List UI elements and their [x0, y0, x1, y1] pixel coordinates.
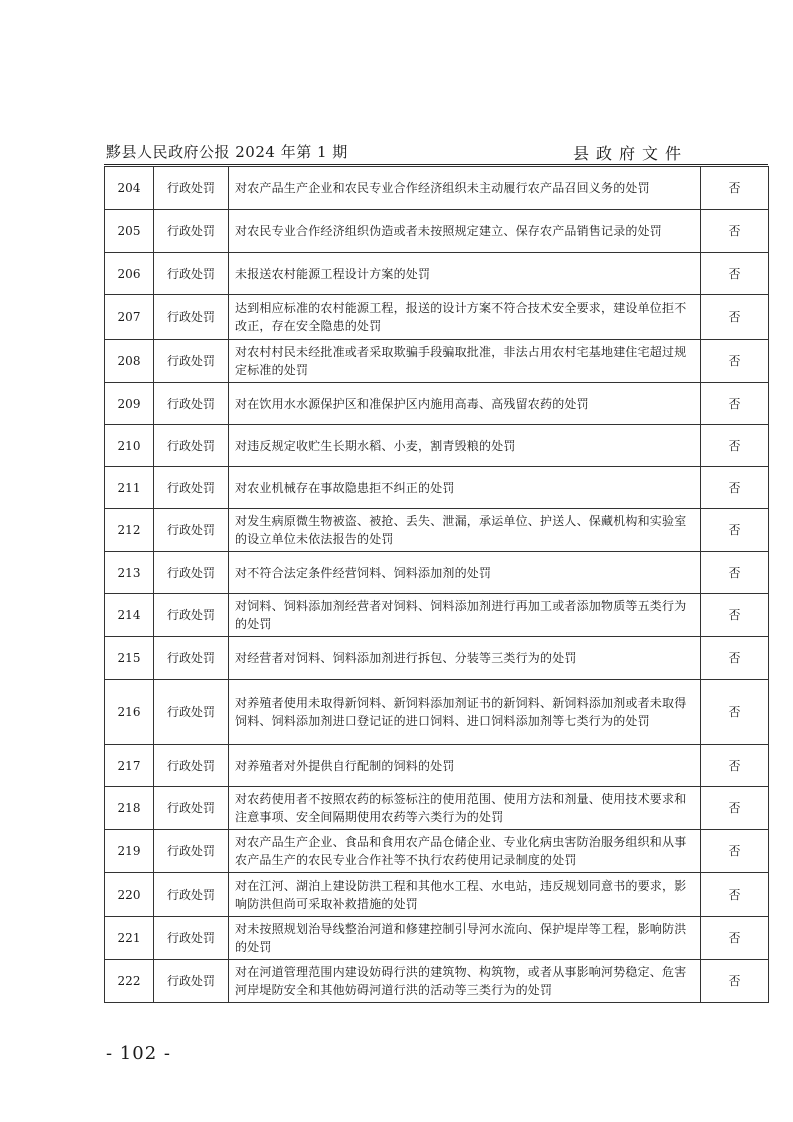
row-description: 达到相应标准的农村能源工程，报送的设计方案不符合技术安全要求，建设单位拒不改正，存在安全隐患的处罚	[229, 295, 701, 340]
row-flag: 否	[701, 340, 769, 383]
table-row	[105, 637, 769, 680]
row-description: 对农产品生产企业和农民专业合作经济组织未主动履行农产品召回义务的处罚	[229, 167, 701, 210]
row-flag: 否	[701, 787, 769, 830]
row-description: 对未按照规划治导线整治河道和修建控制引导河水流向、保护堤岸等工程，影响防洪的处罚	[229, 917, 701, 960]
row-number: 210	[105, 425, 154, 467]
table-row	[105, 467, 769, 509]
row-type: 行政处罚	[154, 787, 229, 830]
section-title: 县政府文件	[572, 144, 688, 163]
row-flag: 否	[701, 253, 769, 295]
row-type: 行政处罚	[154, 467, 229, 509]
row-type: 行政处罚	[154, 830, 229, 873]
row-flag: 否	[701, 960, 769, 1003]
row-number: 209	[105, 383, 154, 425]
row-description: 对农村村民未经批准或者采取欺骗手段骗取批准，非法占用农村宅基地建住宅超过规定标准的处罚	[229, 340, 701, 383]
bulletin-title: 黟县人民政府公报 2024 年第 1 期	[106, 143, 348, 161]
table-row	[105, 917, 769, 960]
row-description: 对饲料、饲料添加剂经营者对饲料、饲料添加剂进行再加工或者添加物质等五类行为的处罚	[229, 594, 701, 637]
row-flag: 否	[701, 594, 769, 637]
table-row	[105, 210, 769, 253]
header-divider	[104, 164, 768, 165]
row-description: 对发生病原微生物被盗、被抢、丢失、泄漏，承运单位、护送人、保藏机构和实验室的设立单位未依法报告的处罚	[229, 509, 701, 552]
table-row	[105, 253, 769, 295]
row-description: 对不符合法定条件经营饲料、饲料添加剂的处罚	[229, 552, 701, 594]
row-description: 对农药使用者不按照农药的标签标注的使用范围、使用方法和剂量、使用技术要求和注意事项、安全间隔期使用农药等六类行为的处罚	[229, 787, 701, 830]
table-row	[105, 340, 769, 383]
table-row	[105, 167, 769, 210]
row-type: 行政处罚	[154, 295, 229, 340]
table-row	[105, 509, 769, 552]
table-row	[105, 680, 769, 745]
row-number: 214	[105, 594, 154, 637]
row-description: 对农业机械存在事故隐患拒不纠正的处罚	[229, 467, 701, 509]
row-flag: 否	[701, 873, 769, 917]
row-flag: 否	[701, 167, 769, 210]
table-row	[105, 873, 769, 917]
row-type: 行政处罚	[154, 917, 229, 960]
table-row	[105, 552, 769, 594]
row-type: 行政处罚	[154, 680, 229, 745]
page-header	[106, 141, 688, 163]
row-description: 对违反规定收贮生长期水稻、小麦，割青毁粮的处罚	[229, 425, 701, 467]
row-flag: 否	[701, 425, 769, 467]
row-number: 220	[105, 873, 154, 917]
row-number: 221	[105, 917, 154, 960]
row-flag: 否	[701, 552, 769, 594]
row-flag: 否	[701, 383, 769, 425]
table-row	[105, 594, 769, 637]
row-type: 行政处罚	[154, 167, 229, 210]
table-row	[105, 425, 769, 467]
row-type: 行政处罚	[154, 253, 229, 295]
row-type: 行政处罚	[154, 552, 229, 594]
row-type: 行政处罚	[154, 637, 229, 680]
row-flag: 否	[701, 295, 769, 340]
row-description: 对在饮用水水源保护区和准保护区内施用高毒、高残留农药的处罚	[229, 383, 701, 425]
row-flag: 否	[701, 509, 769, 552]
row-flag: 否	[701, 917, 769, 960]
row-flag: 否	[701, 210, 769, 253]
row-description: 未报送农村能源工程设计方案的处罚	[229, 253, 701, 295]
row-type: 行政处罚	[154, 509, 229, 552]
row-type: 行政处罚	[154, 873, 229, 917]
table-body	[105, 167, 769, 1003]
row-type: 行政处罚	[154, 425, 229, 467]
row-number: 215	[105, 637, 154, 680]
table-row	[105, 787, 769, 830]
row-type: 行政处罚	[154, 960, 229, 1003]
row-number: 207	[105, 295, 154, 340]
row-number: 222	[105, 960, 154, 1003]
row-number: 205	[105, 210, 154, 253]
row-number: 216	[105, 680, 154, 745]
table-row	[105, 383, 769, 425]
row-type: 行政处罚	[154, 210, 229, 253]
penalty-table	[104, 166, 769, 1003]
row-description: 对农产品生产企业、食品和食用农产品仓储企业、专业化病虫害防治服务组织和从事农产品生产的农民专业合作社等不执行农药使用记录制度的处罚	[229, 830, 701, 873]
table-row	[105, 745, 769, 787]
row-type: 行政处罚	[154, 594, 229, 637]
row-description: 对经营者对饲料、饲料添加剂进行拆包、分装等三类行为的处罚	[229, 637, 701, 680]
row-description: 对养殖者使用未取得新饲料、新饲料添加剂证书的新饲料、新饲料添加剂或者未取得饲料、饲料添加剂进口登记证的进口饲料、进口饲料添加剂等七类行为的处罚	[229, 680, 701, 745]
row-number: 208	[105, 340, 154, 383]
row-number: 213	[105, 552, 154, 594]
row-flag: 否	[701, 467, 769, 509]
row-number: 211	[105, 467, 154, 509]
row-number: 206	[105, 253, 154, 295]
table-row	[105, 830, 769, 873]
row-flag: 否	[701, 680, 769, 745]
row-number: 218	[105, 787, 154, 830]
table-row	[105, 960, 769, 1003]
table-row	[105, 295, 769, 340]
row-flag: 否	[701, 830, 769, 873]
row-type: 行政处罚	[154, 383, 229, 425]
row-description: 对农民专业合作经济组织伪造或者未按照规定建立、保存农产品销售记录的处罚	[229, 210, 701, 253]
row-description: 对在江河、湖泊上建设防洪工程和其他水工程、水电站，违反规划同意书的要求，影响防洪但尚可采取补救措施的处罚	[229, 873, 701, 917]
row-description: 对养殖者对外提供自行配制的饲料的处罚	[229, 745, 701, 787]
row-type: 行政处罚	[154, 340, 229, 383]
row-flag: 否	[701, 745, 769, 787]
row-type: 行政处罚	[154, 745, 229, 787]
row-flag: 否	[701, 637, 769, 680]
row-number: 217	[105, 745, 154, 787]
row-number: 219	[105, 830, 154, 873]
row-number: 204	[105, 167, 154, 210]
row-description: 对在河道管理范围内建设妨碍行洪的建筑物、构筑物，或者从事影响河势稳定、危害河岸堤防安全和其他妨碍河道行洪的活动等三类行为的处罚	[229, 960, 701, 1003]
row-number: 212	[105, 509, 154, 552]
page-number: - 102 -	[106, 1043, 171, 1064]
